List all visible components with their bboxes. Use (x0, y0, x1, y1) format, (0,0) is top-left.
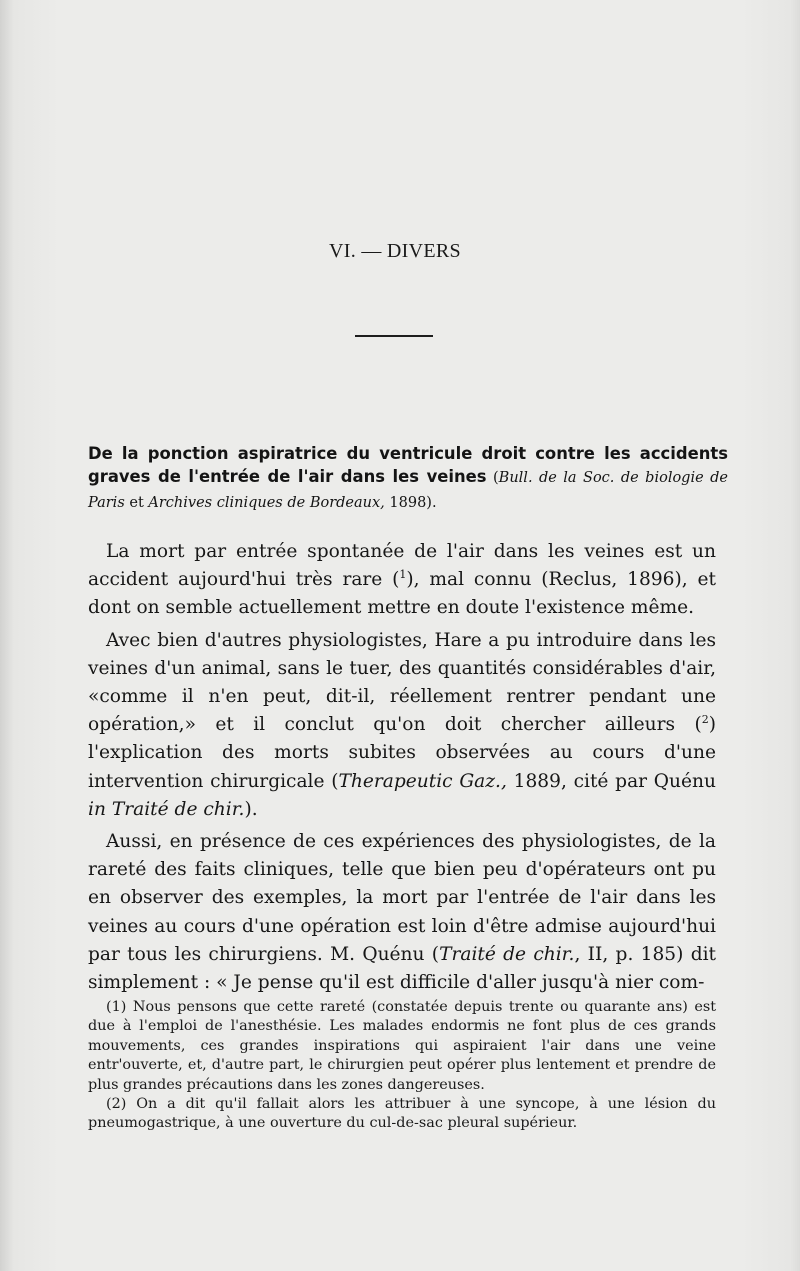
p2-traite: in Traité de chir. (88, 798, 245, 820)
ref-year: 1898). (384, 495, 437, 511)
p2-journal: Therapeutic Gaz., (338, 770, 507, 792)
footnotes (88, 998, 716, 1134)
p3-text-b: , II, p. 185) dit simplement : « Je pense qu'il est difficile d'aller jusqu'à nier com- (88, 943, 717, 994)
ref-open: ( (486, 470, 499, 486)
footnote-ref-2: 2 (701, 713, 709, 727)
footnote-2 (88, 1095, 716, 1134)
p1-text-b: ), mal connu (Reclus, 1896), et dont on semble actuellement mettre en doute l'existence même. (88, 569, 716, 619)
footnote-1 (88, 998, 716, 1095)
ref-and: et (124, 495, 149, 511)
p3-text-a: Aussi, en présence de ces expériences des physiologistes, de la rareté des faits cliniques, telle que bien peu d'opérateurs ont pu en observer des exemples, la mort par l'entrée de l'air dans les veines au cours d'une opération est loin d'être admise aujourd'hui par tous les chirurgiens. M. Quénu ( (88, 831, 716, 965)
footnote-2-mark: (2) (106, 1096, 127, 1113)
p1-text-a: La mort par entrée spontanée de l'air dans les veines est un accident aujourd'hui très rare ( (88, 541, 716, 591)
paragraph-3 (88, 828, 716, 997)
footnote-2-text: On a dit qu'il fallait alors les attribuer à une syncope, à une lésion du pneumogastrique, à une ouverture du cul-de-sac pleural supérieur. (88, 1096, 716, 1132)
footnote-1-text: Nous pensons que cette rareté (constatée depuis trente ou quarante ans) est due à l'emploi de l'anesthésie. Les malades endormis ne font plus de ces grands mouvements, ces grandes inspirations qui aspiraient l'air dans une veine entr'ouverte, et, d'autre part, le chirurgien peut opérer plus lentement et prendre de plus grandes précautions dans les zones dangereuses. (88, 999, 716, 1093)
ref-archives: Archives cliniques de Bordeaux, (148, 495, 385, 511)
section-divider (355, 335, 433, 337)
p2-text-c: 1889, cité par Quénu (506, 770, 716, 792)
ref-bulletin: Bull. de la Soc. de biologie de Paris (88, 470, 728, 511)
paragraph-1 (88, 538, 716, 623)
p3-traite: Traité de chir. (439, 943, 575, 965)
section-title: VI. — DIVERS (329, 240, 461, 262)
body-text (88, 538, 716, 1001)
p2-text-d: ). (244, 798, 258, 820)
footnote-ref-1: 1 (399, 568, 407, 582)
paragraph-2 (88, 627, 716, 824)
article-heading (88, 442, 728, 515)
p2-text-b: ) l'explication des morts subites observées au cours d'une intervention chirurgicale ( (88, 714, 716, 792)
footnote-1-mark: (1) (106, 999, 127, 1015)
p2-text-a: Avec bien d'autres physiologistes, Hare a pu introduire dans les veines d'un animal, sans le tuer, des quantités considérables d'air, «comme il n'en peut, dit-il, réellement rentrer pendant une opération,» et il conclut qu'on doit chercher ailleurs ( (88, 629, 716, 736)
article-title: De la ponction aspiratrice du ventricule droit contre les accidents graves de l'entrée de l'air dans les veines (88, 444, 728, 486)
